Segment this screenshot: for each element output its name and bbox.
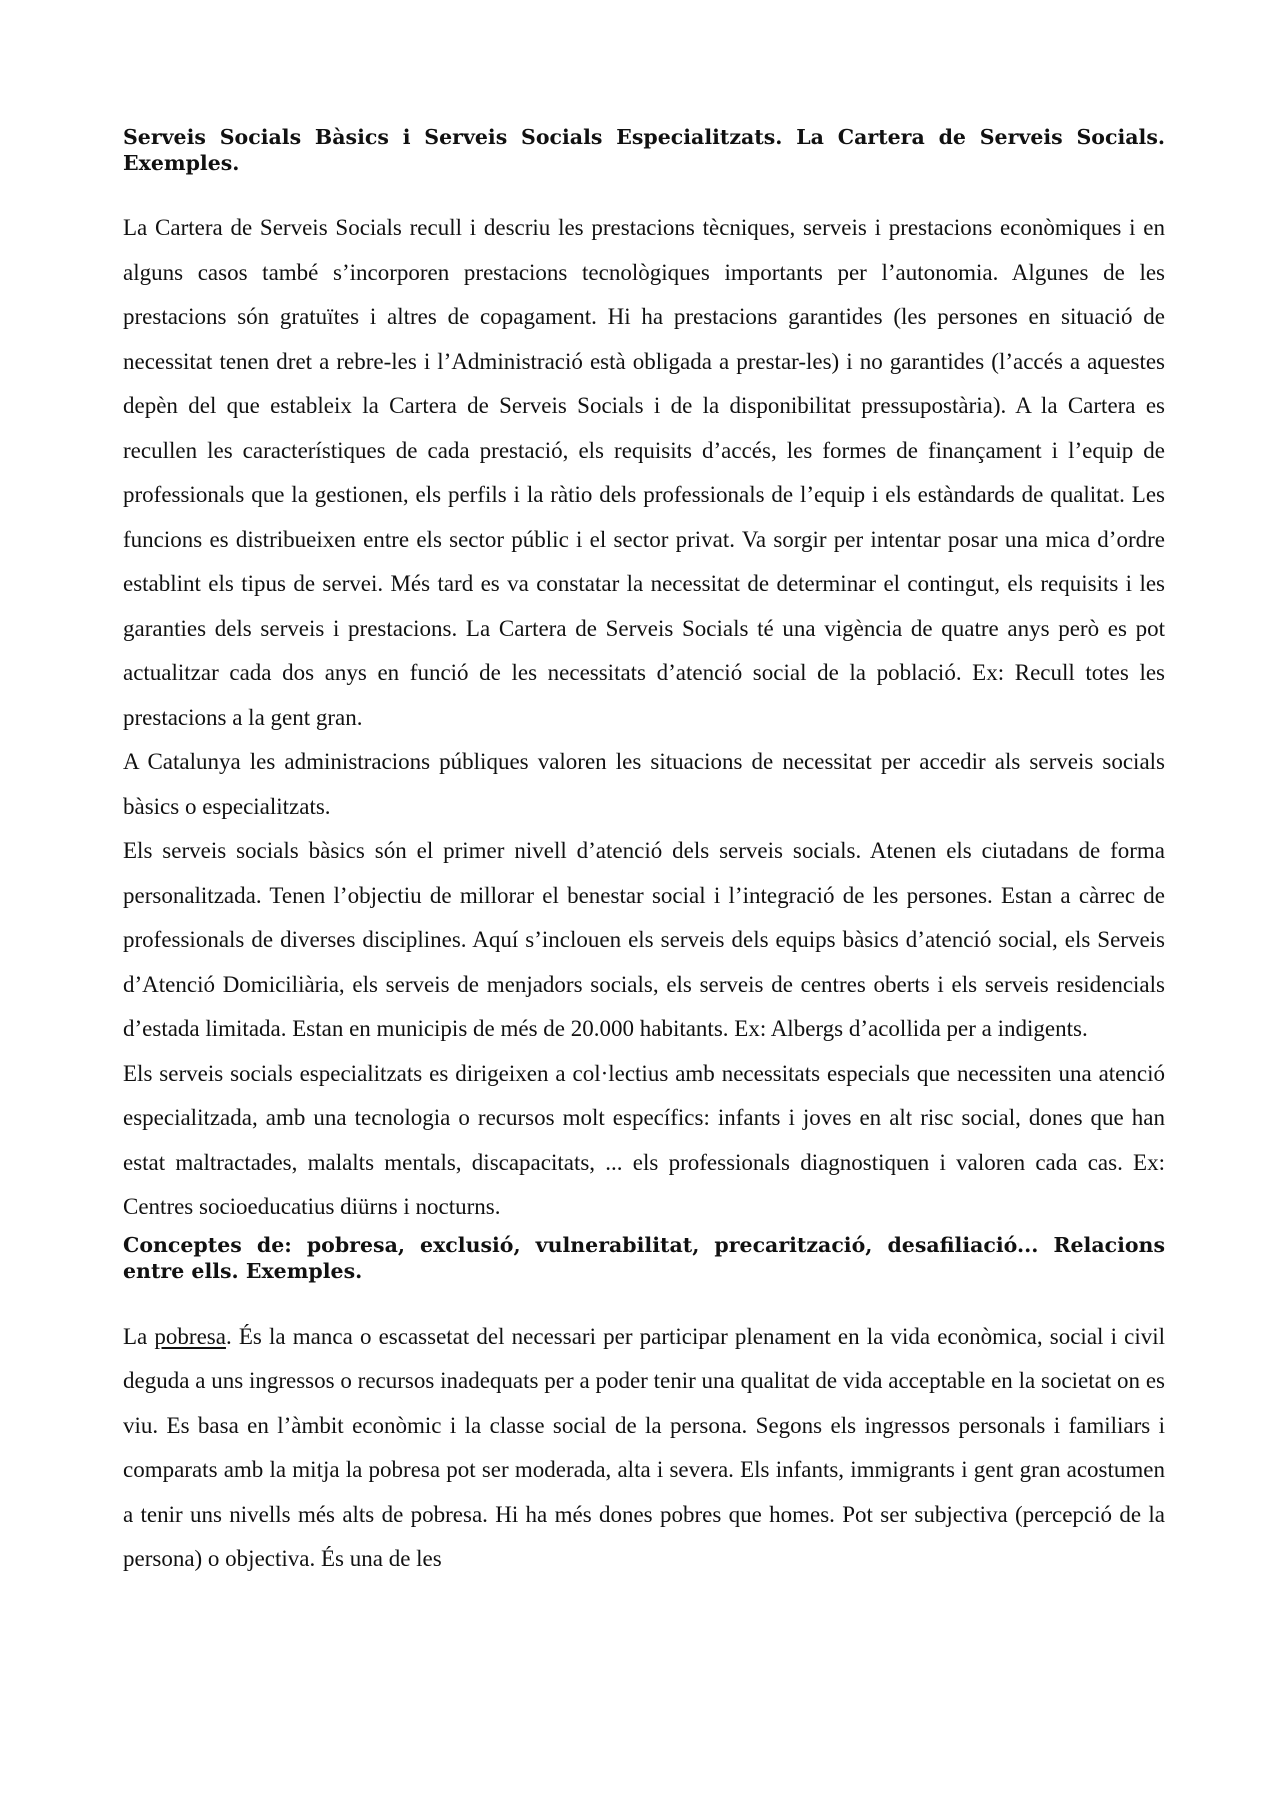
paragraph-poverty-body: . És la manca o escassetat del necessari per participar plenament en la vida econòmica, social i civil deguda a uns ingressos o recursos inadequats per a poder tenir una qualitat de vida acceptable en la societat on es viu. Es basa en l’àmbit econòmic i la classe social de la persona. Segons els ingressos personals i familiars i comparats amb la mitja la pobresa pot ser moderada, alta i severa. Els infants, immigrants i gent gran acostumen a tenir uns nivells més alts de pobresa. Hi ha més dones pobres que homes. Pot ser subjectiva (percepció de la persona) o objectiva. És una de les: [123, 1323, 1165, 1571]
section-heading-social-services: Serveis Socials Bàsics i Serveis Socials Especialitzats. La Cartera de Serveis Socials. Exemples.: [123, 125, 1165, 175]
paragraph-catalunya: A Catalunya les administracions públiques valoren les situacions de necessitat per accedir als serveis socials bàsics o especialitzats.: [123, 749, 1165, 819]
paragraph-specialized-services: Els serveis socials especialitzats es dirigeixen a col·lectius amb necessitats especials que necessiten una atenció especialitzada, amb una tecnologia o recursos molt específics: infants i joves en alt risc social, dones que han estat maltractades, malalts mentals, discapacitats, ... els professionals diagnostiquen i valoren cada cas. Ex: Centres socioeducatius diürns i nocturns.: [123, 1060, 1165, 1219]
section-heading-concepts: Conceptes de: pobresa, exclusió, vulnerabilitat, precarització, desafiliació... Relacions entre ells. Exemples.: [123, 1232, 1165, 1283]
paragraph-cartera: La Cartera de Serveis Socials recull i descriu les prestacions tècniques, serveis i prestacions econòmiques i en alguns casos també s’incorporen prestacions tecnològiques importants per l’autonomia. Algunes de les prestacions són gratuïtes i altres de copagament. Hi ha prestacions garantides (les persones en situació de necessitat tenen dret a rebre-les i l’Administració està obligada a prestar-les) i no garantides (l’accés a aquestes depèn del que estableix la Cartera de Serveis Socials i de la disponibilitat pressupostària). A la Cartera es recullen les característiques de cada prestació, els requisits d’accés, les formes de finançament i l’equip de professionals que la gestionen, els perfils i la ràtio dels professionals de l’equip i els estàndards de qualitat. Les funcions es distribueixen entre els sector públic i el sector privat. Va sorgir per intentar posar una mica d’ordre establint els tipus de servei. Més tard es va constatar la necessitat de determinar el contingut, els requisits i les garanties dels serveis i prestacions. La Cartera de Serveis Socials té una vigència de quatre anys però es pot actualitzar cada dos anys en funció de les necessitats d’atenció social de la població. Ex: Recull totes les prestacions a la gent gran.: [123, 215, 1165, 730]
paragraph-basic-services: Els serveis socials bàsics són el primer nivell d’atenció dels serveis socials. Atenen els ciutadans de forma personalitzada. Tenen l’objectiu de millorar el benestar social i l’integració de les persones. Estan a càrrec de professionals de diverses disciplines. Aquí s’inclouen els serveis dels equips bàsics d’atenció social, els Serveis d’Atenció Domiciliària, els serveis de menjadors socials, els serveis de centres oberts i els serveis residencials d’estada limitada. Estan en municipis de més de 20.000 habitants. Ex: Albergs d’acollida per a indigents.: [123, 838, 1165, 1041]
paragraph-poverty-lead: La: [123, 1323, 155, 1349]
document-page: [123, 124, 1165, 1582]
term-pobresa: pobresa: [154, 1323, 226, 1349]
paragraph-poverty: [123, 1315, 1165, 1582]
